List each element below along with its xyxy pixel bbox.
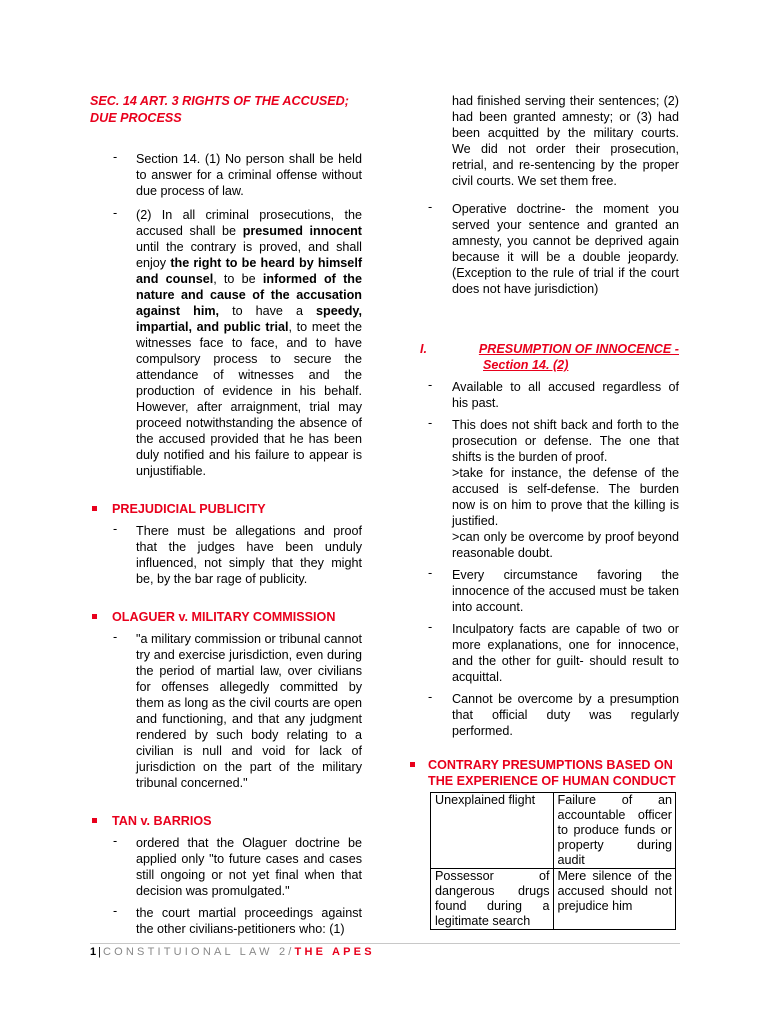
roman-numeral: I.	[420, 342, 427, 356]
list-item: - Operative doctrine- the moment you served your sentence and granted an amnesty, you cannot be deprived again because it will be a double jeopardy. (Exception to the rule of trial if the court does not have jurisdiction)	[428, 200, 679, 296]
table-cell: Mere silence of the accused should not prejudice him	[553, 869, 676, 930]
presumptions-table	[430, 792, 676, 930]
table-cell: Possessor of dangerous drugs found during a legitimate search	[431, 869, 554, 930]
list-item: - the court martial proceedings against the other civilians-petitioners who: (1)	[113, 904, 362, 936]
page-number: 1	[90, 946, 97, 958]
dash-bullet: -	[428, 378, 433, 392]
sec14-item-1: Section 14. (1) No person shall be held to answer for a criminal offense without due process of law.	[136, 152, 362, 198]
list-item	[90, 207, 362, 479]
heading-tan-barrios: TAN v. BARRIOS	[90, 813, 362, 829]
list-item: - This does not shift back and forth to the prosecution or defense. The one that shifts is the burden of proof. >take for instance, the defense of the accused is self-defense. The burden now is on him to prove that the killing is justified. >can only be overcome by proof beyond reasonable doubt.	[428, 416, 679, 560]
square-bullet-icon	[92, 614, 97, 619]
section-title: SEC. 14 ART. 3 RIGHTS OF THE ACCUSED; DUE PROCESS	[90, 94, 349, 125]
dash-bullet: -	[113, 834, 118, 848]
footer-course: CONSTITUIONAL LAW 2/	[102, 946, 295, 958]
dash-bullet: -	[428, 690, 433, 704]
footer-separator: |	[98, 946, 101, 958]
list-item: - ordered that the Olaguer doctrine be applied only "to future cases and cases still ongoing or not yet final when that decision was promulgated."	[113, 834, 362, 898]
dash-bullet: -	[428, 416, 433, 430]
list-item	[90, 151, 362, 199]
table-cell: Unexplained flight	[431, 793, 554, 869]
list-item: - There must be allegations and proof that the judges have been unduly influenced, not simply that they might be, by the bar rage of publicity.	[113, 522, 362, 586]
dash-bullet: -	[428, 200, 433, 214]
list-item: - "a military commission or tribunal cannot try and exercise jurisdiction, even during the period of martial law, over civilians for offenses allegedly committed by them as long as the civil courts are open and functioning, and that any judgment rendered by such body relating to a civilian is null and void for lack of jurisdiction on the part of the military tribunal concerned."	[113, 630, 362, 790]
section-heading-presumption: I. PRESUMPTION OF INNOCENCE - Section 14. (2)	[420, 342, 679, 372]
dash-bullet: -	[113, 630, 118, 644]
table-row	[431, 793, 676, 869]
list-item: - Every circumstance favoring the innocence of the accused must be taken into account.	[428, 566, 679, 614]
dash-bullet: -	[113, 522, 118, 536]
footer	[90, 944, 375, 960]
left-column	[90, 93, 362, 937]
right-column	[420, 93, 679, 795]
list-item: - Available to all accused regardless of his past.	[428, 378, 679, 410]
sec14-item-2: (2) In all criminal prosecutions, the accused shall be presumed innocent until the contrary is proved, and shall enjoy the right to be heard by himself and counsel, to be informed of the nature and cause of the accusation against him, to have a speedy, impartial, and public trial, to meet the witnesses face to face, and to have compulsory process to secure the attendance of witnesses and the production of evidence in his behalf. However, after arraignment, trial may proceed notwithstanding the absence of the accused provided that he has been duly notified and his failure to appear is unjustifiable.	[136, 208, 363, 478]
heading-prejudicial-publicity: PREJUDICIAL PUBLICITY	[90, 501, 362, 517]
table-cell: Failure of an accountable officer to produce funds or property during audit	[553, 793, 676, 869]
list-item: - Inculpatory facts are capable of two or more explanations, one for innocence, and the other for guilt- should result to acquittal.	[428, 620, 679, 684]
dash-bullet: -	[428, 566, 433, 580]
footer-group: THE APES	[294, 946, 375, 958]
square-bullet-icon	[92, 506, 97, 511]
dash-bullet: -	[113, 206, 118, 220]
dash-bullet: -	[428, 620, 433, 634]
table-row	[431, 869, 676, 930]
square-bullet-icon	[410, 762, 415, 767]
heading-olaguer: OLAGUER v. MILITARY COMMISSION	[90, 609, 362, 625]
dash-bullet: -	[113, 150, 118, 164]
dash-bullet: -	[113, 904, 118, 918]
square-bullet-icon	[92, 818, 97, 823]
continuation-text: had finished serving their sentences; (2) had been granted amnesty; or (3) had been acquitted by the military courts. We did not order their prosecution, retrial, and re-sentencing by the proper civil courts. We set them free.	[452, 94, 679, 188]
heading-contrary-presumptions: CONTRARY PRESUMPTIONS BASED ON THE EXPERIENCE OF HUMAN CONDUCT	[428, 757, 679, 789]
list-item: - Cannot be overcome by a presumption that official duty was regularly performed.	[428, 690, 679, 738]
